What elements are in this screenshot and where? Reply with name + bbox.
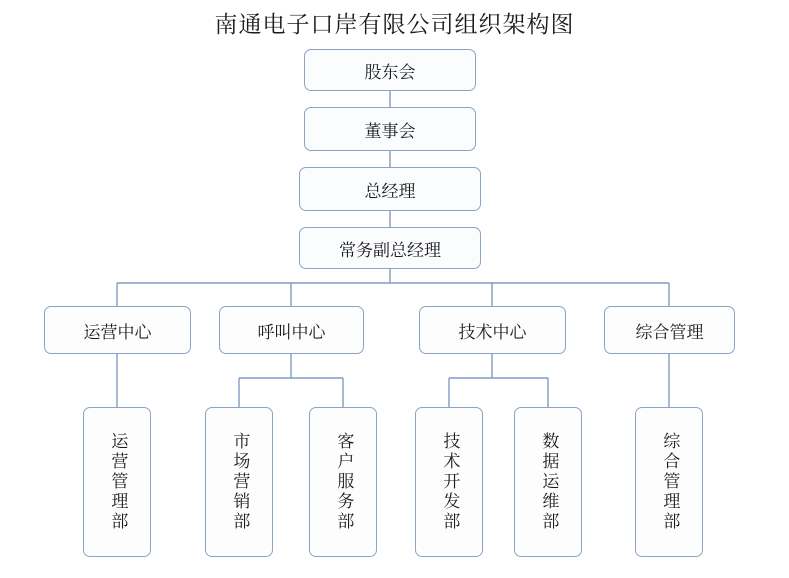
node-label: 市场营销部	[229, 432, 250, 532]
node-operations-management-dept[interactable]	[83, 407, 151, 557]
node-general-administration-dept[interactable]	[635, 407, 703, 557]
node-label: 股东会	[364, 62, 416, 83]
node-label: 董事会	[364, 121, 416, 142]
node-call-center[interactable]	[219, 306, 364, 354]
node-label: 运营中心	[83, 322, 152, 343]
node-label: 常务副总经理	[339, 240, 441, 261]
node-label: 客户服务部	[333, 432, 354, 532]
node-label: 技术中心	[458, 322, 527, 343]
node-technology-development-dept[interactable]	[415, 407, 483, 557]
node-board-of-directors[interactable]	[304, 107, 476, 151]
node-marketing-dept[interactable]	[205, 407, 273, 557]
node-customer-service-dept[interactable]	[309, 407, 377, 557]
node-label: 综合管理	[635, 322, 704, 343]
node-label: 综合管理部	[659, 432, 680, 532]
node-technology-center[interactable]	[419, 306, 566, 354]
node-label: 数据运维部	[538, 432, 559, 532]
node-label: 运营管理部	[107, 432, 128, 532]
node-executive-deputy-general-manager[interactable]	[299, 227, 481, 269]
node-data-operations-dept[interactable]	[514, 407, 582, 557]
node-label: 技术开发部	[439, 432, 460, 532]
chart-title: 南通电子口岸有限公司组织架构图	[214, 12, 575, 38]
node-shareholders-meeting[interactable]	[304, 49, 476, 91]
node-operations-center[interactable]	[44, 306, 191, 354]
node-label: 总经理	[364, 181, 416, 202]
node-general-manager[interactable]	[299, 167, 481, 211]
node-label: 呼叫中心	[257, 322, 326, 343]
node-general-administration[interactable]	[604, 306, 735, 354]
